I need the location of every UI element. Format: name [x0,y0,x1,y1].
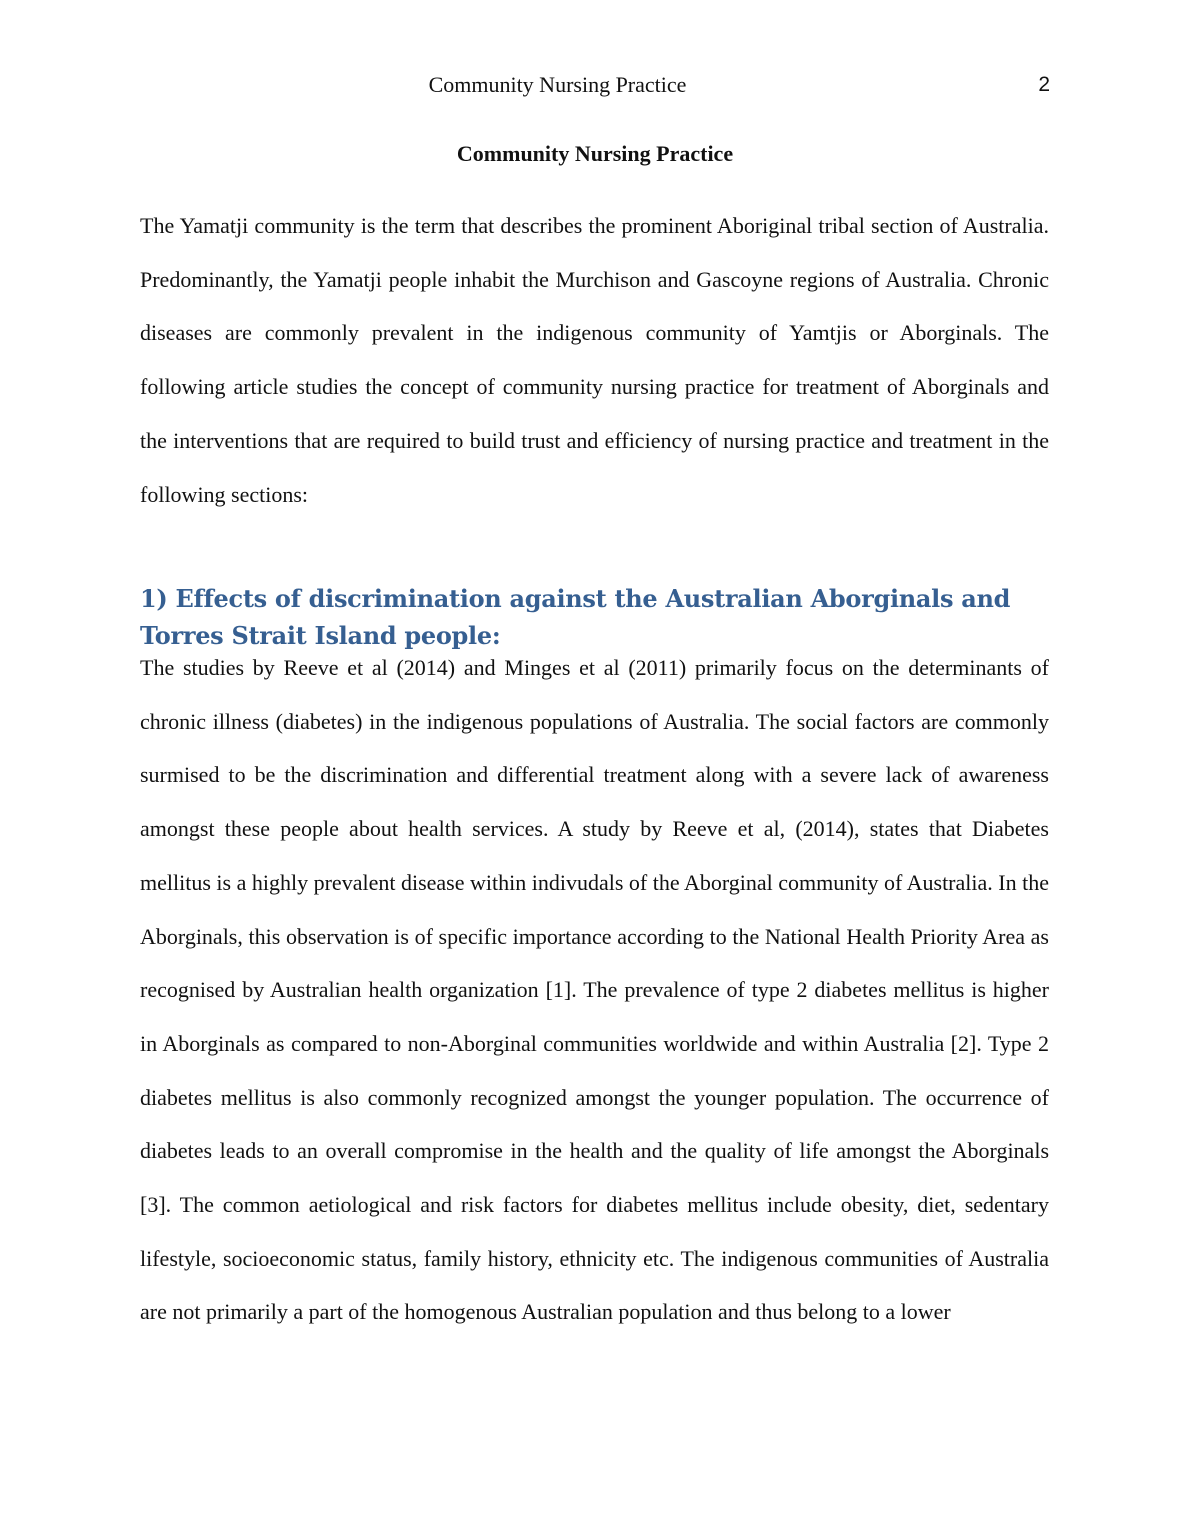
page-number: 2 [1038,73,1050,96]
running-header-title: Community Nursing Practice [428,72,687,97]
intro-paragraph: The Yamatji community is the term that describes the prominent Aboriginal tribal section of Australia. Predominantly, the Yamatji people inhabit the Murchison and Gascoyne regions of Australia. Chronic diseases are commonly prevalent in the indigenous community of Yamtjis or Aborginals. The following article studies the concept of community nursing practice for treatment of Aborginals and the interventions that are required to build trust and efficiency of nursing practice and treatment in the following sections: [140,213,1049,507]
section-1-paragraph: The studies by Reeve et al (2014) and Minges et al (2011) primarily focus on the determinants of chronic illness (diabetes) in the indigenous populations of Australia. The social factors are commonly surmised to be the discrimination and differential treatment along with a severe lack of awareness amongst these people about health services. A study by Reeve et al, (2014), states that Diabetes mellitus is a highly prevalent disease within indivudals of the Aborginal community of Australia. In the Aborginals, this observation is of specific importance according to the National Health Priority Area as recognised by Australian health organization [1]. The prevalence of type 2 diabetes mellitus is higher in Aborginals as compared to non-Aborginal communities worldwide and within Australia [2]. Type 2 diabetes mellitus is also commonly recognized amongst the younger population. The occurrence of diabetes leads to an overall compromise in the health and the quality of life amongst the Aborginals [3]. The common aetiological and risk factors for diabetes mellitus include obesity, diet, sedentary lifestyle, socioeconomic status, family history, ethnicity etc. The indigenous communities of Australia are not primarily a part of the homogenous Australian population and thus belong to a lower [140,655,1049,1325]
section-1-heading: 1) Effects of discrimination against the Australian Aborginals and Torres Strait Island people: [140,584,1011,650]
document-title: Community Nursing Practice [456,141,734,166]
